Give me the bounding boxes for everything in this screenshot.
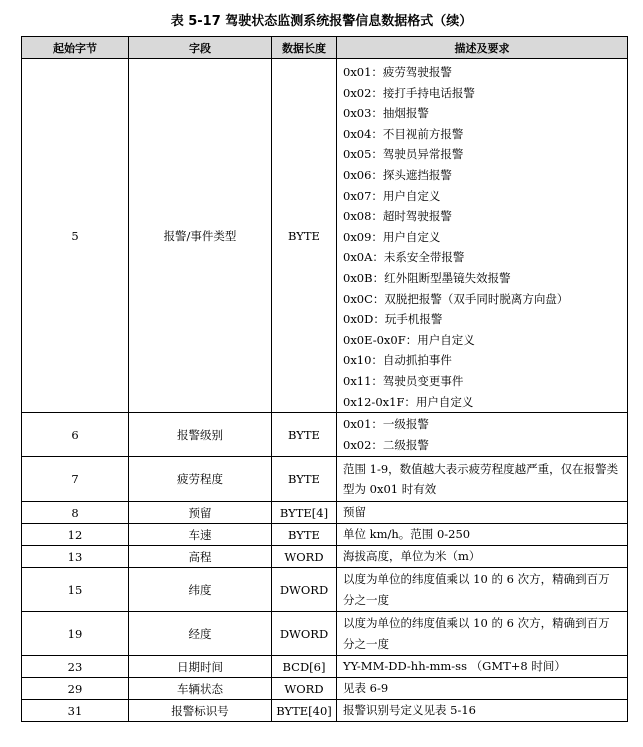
description-line: 0x12-0x1F：用户自定义: [343, 394, 474, 409]
alarm-data-format-table: [21, 36, 628, 722]
data-length-cell: BYTE: [272, 457, 337, 502]
table-row: [22, 457, 628, 502]
header-data-length: 数据长度: [272, 37, 337, 59]
data-length-cell: DWORD: [272, 612, 337, 656]
start-byte-cell: 23: [22, 656, 129, 678]
field-cell: 车速: [129, 524, 272, 546]
start-byte-cell: 29: [22, 678, 129, 700]
data-length-cell: WORD: [272, 678, 337, 700]
table-row: [22, 568, 628, 612]
description-line: 0x01：疲劳驾驶报警: [343, 65, 452, 79]
table-row: [22, 656, 628, 678]
start-byte-cell: 12: [22, 524, 129, 546]
description-cell: [337, 413, 628, 457]
description-line: 0x09：用户自定义: [343, 229, 441, 244]
description-cell: 报警识别号定义见表 5-16: [337, 700, 628, 722]
description-cell: 预留: [337, 502, 628, 524]
description-line: 0x01：一级报警: [343, 417, 429, 431]
field-cell: 经度: [129, 612, 272, 656]
description-line: 0x02：接打手持电话报警: [343, 85, 475, 100]
start-byte-cell: 31: [22, 700, 129, 722]
description-cell: 海拔高度，单位为米（m）: [337, 546, 628, 568]
description-line: 0x07：用户自定义: [343, 188, 441, 203]
table-row: [22, 59, 628, 413]
description-line: 0x0A：未系安全带报警: [343, 250, 465, 265]
description-cell: 见表 6-9: [337, 678, 628, 700]
description-line: 0x05：驾驶员异常报警: [343, 147, 464, 162]
start-byte-cell: 7: [22, 457, 129, 502]
header-row: [22, 37, 628, 59]
header-description: 描述及要求: [337, 37, 628, 59]
start-byte-cell: 8: [22, 502, 129, 524]
data-length-cell: DWORD: [272, 568, 337, 612]
table-row: [22, 413, 628, 457]
table-row: [22, 612, 628, 656]
table-row: [22, 502, 628, 524]
start-byte-cell: 19: [22, 612, 129, 656]
description-line: 0x10：自动抓拍事件: [343, 353, 452, 368]
field-cell: 纬度: [129, 568, 272, 612]
description-cell: 以度为单位的纬度值乘以 10 的 6 次方，精确到百万分之一度: [337, 568, 628, 612]
field-cell: 高程: [129, 546, 272, 568]
description-line: 0x03：抽烟报警: [343, 106, 429, 121]
description-cell: 范围 1-9，数值越大表示疲劳程度越严重，仅在报警类型为 0x01 时有效: [337, 457, 628, 502]
data-length-cell: BYTE: [272, 59, 337, 413]
description-line: 0x02：二级报警: [343, 437, 429, 452]
description-line: 0x0C：双脱把报警（双手同时脱离方向盘）: [343, 291, 569, 306]
table-row: [22, 678, 628, 700]
table-title: 表 5-17 驾驶状态监测系统报警信息数据格式（续）: [170, 14, 473, 29]
description-line: 0x0E-0x0F：用户自定义: [343, 332, 475, 347]
header-field: 字段: [129, 37, 272, 59]
data-length-cell: BCD[6]: [272, 656, 337, 678]
start-byte-cell: 15: [22, 568, 129, 612]
data-length-cell: WORD: [272, 546, 337, 568]
field-cell: 预留: [129, 502, 272, 524]
table-row: [22, 546, 628, 568]
description-line: 0x08：超时驾驶报警: [343, 209, 452, 224]
field-cell: 报警/事件类型: [129, 59, 272, 413]
description-cell: YY-MM-DD-hh-mm-ss （GMT+8 时间）: [337, 656, 628, 678]
description-line: 0x11：驾驶员变更事件: [343, 373, 464, 388]
field-cell: 报警标识号: [129, 700, 272, 722]
description-cell: 以度为单位的纬度值乘以 10 的 6 次方，精确到百万分之一度: [337, 612, 628, 656]
table-row: [22, 700, 628, 722]
start-byte-cell: 13: [22, 546, 129, 568]
start-byte-cell: 5: [22, 59, 129, 413]
field-cell: 车辆状态: [129, 678, 272, 700]
data-length-cell: BYTE[40]: [272, 700, 337, 722]
description-cell: 单位 km/h。范围 0-250: [337, 524, 628, 546]
description-cell: [337, 59, 628, 413]
description-line: 0x04：不目视前方报警: [343, 126, 464, 141]
field-cell: 疲劳程度: [129, 457, 272, 502]
description-line: 0x06：探头遮挡报警: [343, 167, 452, 182]
field-cell: 日期时间: [129, 656, 272, 678]
data-length-cell: BYTE[4]: [272, 502, 337, 524]
field-cell: 报警级别: [129, 413, 272, 457]
description-line: 0x0B：红外阻断型墨镜失效报警: [343, 270, 511, 285]
data-length-cell: BYTE: [272, 413, 337, 457]
description-line: 0x0D：玩手机报警: [343, 312, 443, 327]
data-length-cell: BYTE: [272, 524, 337, 546]
header-start-byte: 起始字节: [22, 37, 129, 59]
start-byte-cell: 6: [22, 413, 129, 457]
table-row: [22, 524, 628, 546]
